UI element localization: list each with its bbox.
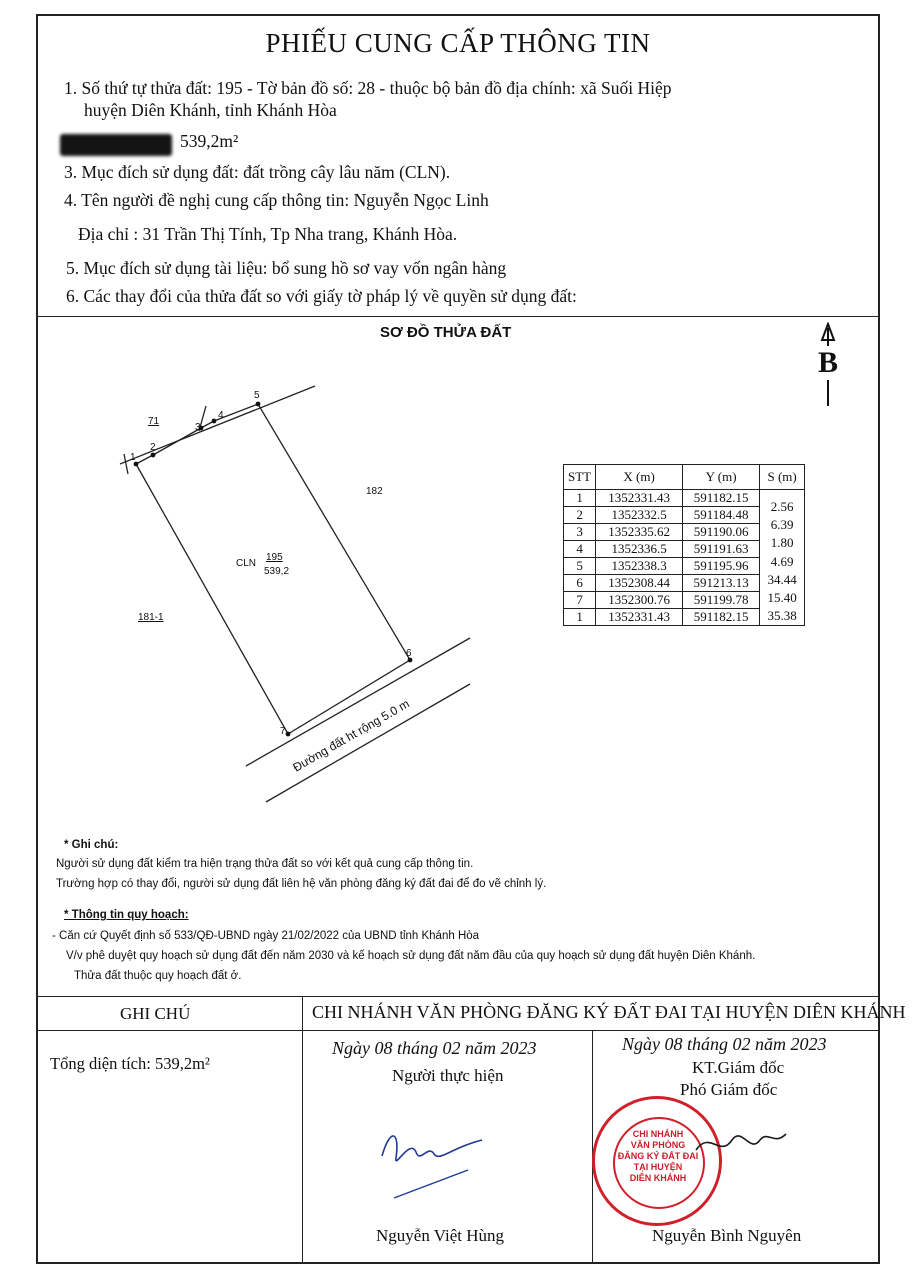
item-1-continued: huyện Diên Khánh, tỉnh Khánh Hòa [84,100,337,120]
parcel-diagram [110,370,490,820]
road-edge-top [246,638,470,766]
table-row: 5 1352338.3 591195.96 [564,558,805,575]
parcel-area: 539,2 [264,566,290,577]
table-row: 3 1352335.62 591190.06 [564,524,805,541]
footer-vline [302,996,303,1264]
left-signer-name: Nguyễn Việt Hùng [376,1226,505,1245]
neighbor-71: 71 [148,416,160,427]
point-5 [256,402,261,407]
right-role-2: Phó Giám đốc [680,1080,778,1099]
neighbor-182: 182 [366,486,383,497]
table-row: 7 1352300.76 591199.78 [564,592,805,609]
point-4 [212,419,217,424]
point-2 [151,453,156,458]
table-row: 4 1352336.5 591191.63 [564,541,805,558]
note-2: Trường hợp có thay đổi, người sử dụng đất liên hệ văn phòng đăng ký đất đai để đo vẽ chỉnh lý. [56,878,547,890]
item-5: 5. Mục đích sử dụng tài liệu: bổ sung hồ sơ vay vốn ngân hàng [66,258,507,278]
table-row: 6 1352308.44 591213.13 [564,575,805,592]
neighbor-181-1: 181-1 [138,612,164,623]
point-label-5: 5 [254,390,260,401]
planning-1: - Căn cứ Quyết định số 533/QĐ-UBND ngày 21/02/2022 của UBND tỉnh Khánh Hòa [52,930,480,942]
col-stt: STT [564,465,596,490]
coordinate-table [563,464,805,626]
point-label-1: 1 [130,452,136,463]
right-role-1: KT.Giám đốc [692,1058,785,1077]
planning-3: Thửa đất thuộc quy hoạch đất ở. [74,970,242,982]
diagram-title: SƠ ĐỒ THỬA ĐẤT [380,324,512,341]
planning-2: V/v phê duyệt quy hoạch sử dụng đất đến năm 2030 và kế hoạch sử dụng đất năm đầu của quy hoạch sử dụng đất huyện Diên Khánh. [66,950,756,962]
right-signature [690,1110,810,1170]
right-signer-name: Nguyễn Bình Nguyên [652,1226,802,1245]
table-header-row [564,465,805,490]
item-3: 3. Mục đích sử dụng đất: đất trồng cây lâu năm (CLN). [64,162,451,182]
document-title: PHIẾU CUNG CẤP THÔNG TIN [265,28,651,58]
point-label-3: 3 [195,422,201,433]
item-6: 6. Các thay đổi của thửa đất so với giấy tờ pháp lý về quyền sử dụng đất: [66,286,577,306]
point-label-6: 6 [406,648,412,659]
item-1: 1. Số thứ tự thửa đất: 195 - Tờ bản đồ số: 28 - thuộc bộ bản đồ địa chính: xã Suối Hiệp [64,78,672,98]
point-label-4: 4 [218,410,224,421]
total-area: Tổng diện tích: 539,2m² [50,1054,210,1073]
road-edge-bottom [266,684,470,802]
parcel-number: 195 [266,552,283,563]
road-label: Đường đất ht rộng 5.0 m [290,696,412,775]
item-2-area: 539,2m² [180,131,239,151]
boundary-tick [124,454,128,474]
distance-column: 2.56 6.39 1.80 4.69 34.44 15.40 35.38 [760,490,805,626]
official-seal: CHI NHÁNH VĂN PHÒNG ĐĂNG KÝ ĐẤT ĐAI TẠI HUYỆN DIÊN KHÁNH [592,1096,722,1226]
notes-title: * Ghi chú: [64,839,119,851]
planning-title: * Thông tin quy hoạch: [64,909,189,921]
footer-header-line [36,1030,880,1031]
table-row: 2 1352332.5 591184.48 [564,507,805,524]
right-date: Ngày 08 tháng 02 năm 2023 [622,1034,827,1054]
office-name: CHI NHÁNH VĂN PHÒNG ĐĂNG KÝ ĐẤT ĐAI TẠI HUYỆN DIÊN KHÁNH [312,1002,906,1022]
table-row: 1 1352331.43 591182.15 2.56 6.39 1.80 4.69 34.44 15.40 35.38 [564,490,805,507]
col-s: S (m) [760,465,805,490]
redacted-label [60,134,172,156]
col-x: X (m) [596,465,683,490]
left-date: Ngày 08 tháng 02 năm 2023 [332,1038,537,1058]
left-role: Người thực hiện [392,1066,504,1085]
footer-divider [36,996,880,997]
point-7 [286,732,291,737]
item-4: 4. Tên người đề nghị cung cấp thông tin: Nguyễn Ngọc Linh [64,190,489,210]
point-label-7: 7 [280,726,286,737]
point-label-2: 2 [150,442,156,453]
parcel-type: CLN [236,558,257,569]
item-4-address: Địa chỉ : 31 Trần Thị Tính, Tp Nha trang, Khánh Hòa. [78,224,458,244]
north-label: B [818,346,839,379]
divider [36,316,880,317]
table-row: 1 1352331.43 591182.15 [564,609,805,626]
ghi-chu-label: GHI CHÚ [120,1004,191,1023]
left-signature [370,1118,490,1208]
col-y: Y (m) [683,465,760,490]
note-1: Người sử dụng đất kiểm tra hiện trạng thửa đất so với kết quả cung cấp thông tin. [56,858,474,870]
